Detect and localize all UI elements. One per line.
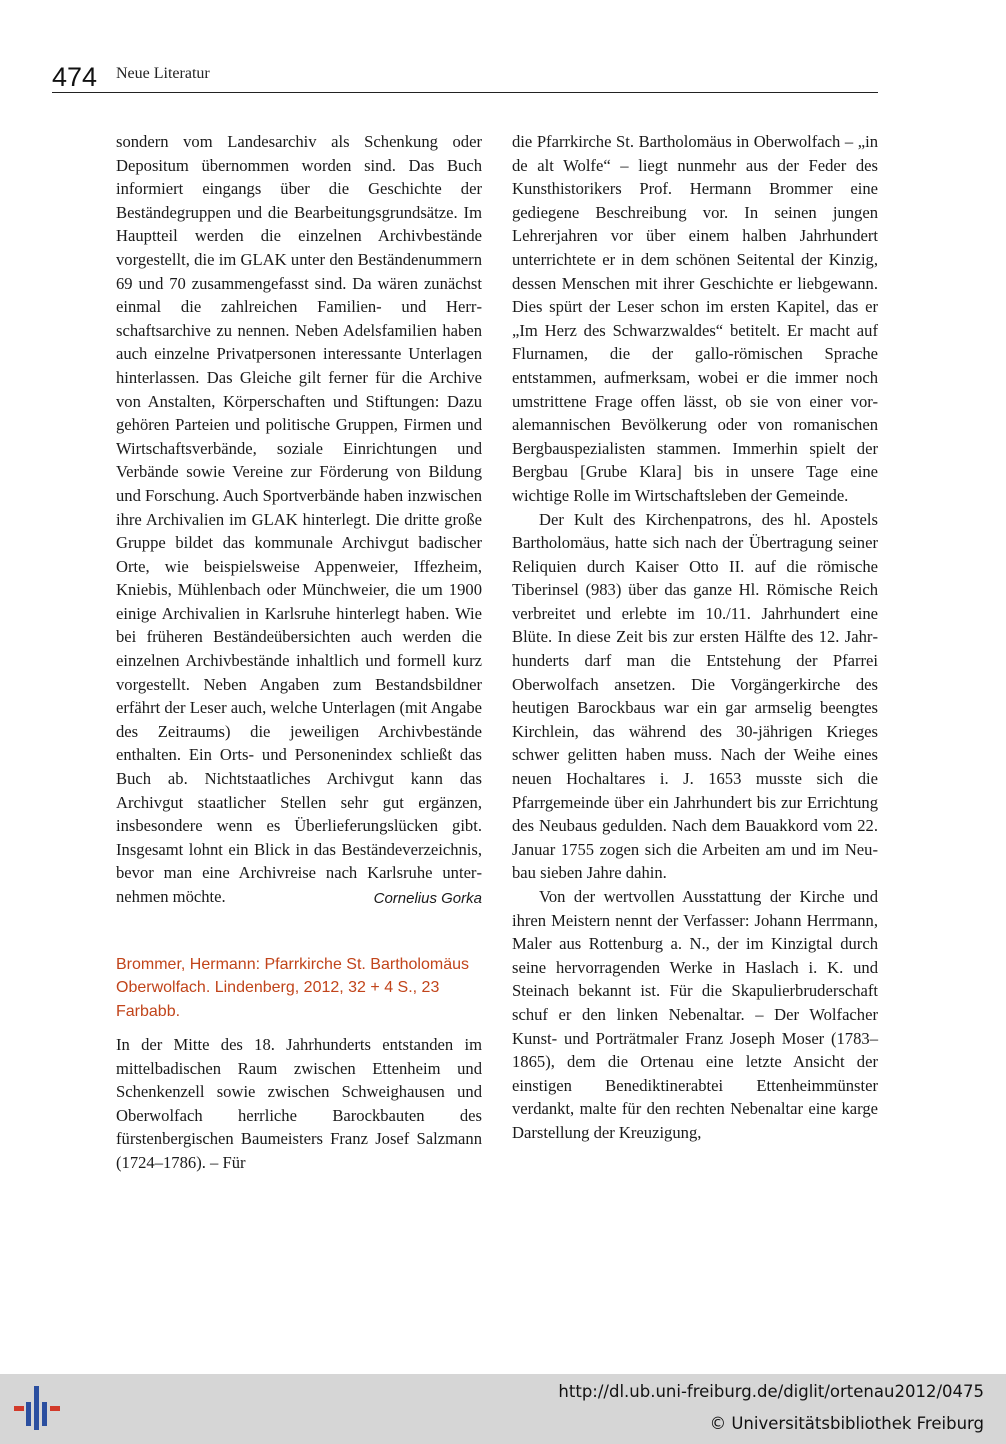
page-header <box>52 60 878 93</box>
body-paragraph <box>116 130 482 909</box>
body-paragraph: In der Mitte des 18. Jahrhunderts entstanden im mittelbadischen Raum zwischen Ettenheim und Schenkenzell sowie zwischen Schweighausen und Oberwolfach herrliche Barockbauten des fürstenbergischen Baumeisters Franz Josef Salzmann (1724–1786). – Für <box>116 1035 482 1173</box>
review-heading: Brommer, Hermann: Pfarrkirche St. Bartholomäus Oberwolfach. Lindenberg, 2012, 32 + 4 S., 23 Farbabb. <box>116 955 470 1020</box>
permalink-url[interactable]: http://dl.ub.uni-freiburg.de/diglit/ortenau2012/0475 <box>558 1382 984 1401</box>
ub-freiburg-logo-icon <box>12 1384 64 1432</box>
body-paragraph: die Pfarrkirche St. Bartholomäus in Oberwolfach – „in de alt Wolfe“ – liegt nunmehr aus der Feder des Kunsthistorikers Prof. Hermann Brommer eine gediegene Beschreibung vor. In seinen jungen Lehrerjahren vor über einem halben Jahrhundert unterrichtete er in dem schönen Seitental der Kinzig, dessen Menschen mit ihrer Geschichte er liebgewann. Dies spürt der Leser schon im ersten Kapitel, das er „Im Herz des Schwarzwaldes“ betitelt. Er macht auf Flurnamen, die der gallo-römischen Sprache entstammen, aufmerksam, wobei er die immer noch umstrittene Frage offen lässt, ob sie von einer vor-alemannischen Bevölkerung oder von romanischen Bergbauspezialisten stammen. Immerhin spielt der Bergbau [Grube Klara] bis in unsere Tage eine wichtige Rolle im Wirtschaftsleben der Gemeinde. <box>512 132 878 505</box>
copyright-text: © Universitätsbibliothek Freiburg <box>709 1414 984 1433</box>
body-paragraph: Der Kult des Kirchenpatrons, des hl. Apostels Bartholomäus, hatte sich nach der Übertragung seiner Reliquien durch Kaiser Otto II. auf die römische Tiberinsel (983) über das ganze Hl. Römische Reich verbreitet und erlebte im 10./11. Jahrhundert eine Blüte. In diese Zeit bis zur ersten Hälfte des 12. Jahrhunderts darf man die Entstehung der Pfarrei Oberwolfach ansetzen. Die Vorgängerkirche des heutigen Barockbaus war ein gar armselig beengtes Kirchlein, das während des 30-jährigen Krieges schwer gelitten haben muss. Nach der Weihe eines neuen Hochaltares i. J. 1653 musste sich die Pfarrgemeinde über ein Jahrhundert bis zur Errichtung des Neubaus gedulden. Nach dem Bauakkord vom 22. Januar 1755 zogen sich die Arbeiten am und im Neubau sieben Jahre dahin. <box>512 509 878 883</box>
right-column <box>512 130 878 1145</box>
body-paragraph: Von der wertvollen Ausstattung der Kirche und ihren Meistern nennt der Verfasser: Johann Herrmann, Maler aus Rottenburg a. N., der im Kinzigtal durch seine hervorragenden Werke in Haslach i. K. und Steinach bekannt ist. Für die Skapulierbruderschaft schuf er den linken Nebenaltar. – Der Wolfacher Kunst- und Porträtmaler Franz Joseph Moser (1783–1865), dem die Ortenau eine letzte Ansicht der einstigen Benediktinerabtei Ettenheimmünster verdankt, malte für den rechten Nebenaltar eine karge Darstellung der Kreuzigung, <box>512 887 878 1142</box>
left-column <box>116 130 482 1175</box>
paragraph-text: sondern vom Landesarchiv als Schenkung oder Depositum übernommen worden sind. Das Buch informiert eingangs über die Geschichte der Beständegruppen und die Bearbeitungsgrundsätze. Im Hauptteil werden die einzelnen Archivbestände vorgestellt, die im GLAK unter den Beständenummern 69 und 70 zusammengefasst sind. Da wären zunächst einmal die zahlreichen Familien- und Herrschaftsarchive zu nennen. Neben Adelsfamilien haben auch einzelne Privatpersonen interessante Unterlagen hinterlassen. Das Gleiche gilt ferner für die Archive von Anstalten, Körperschaften und Stiftungen: Dazu gehören Parteien und politische Gruppen, Firmen und Wirtschaftsverbände, soziale Einrichtungen und Verbände sowie Vereine zur Förderung von Bildung und Forschung. Auch Sportverbände haben inzwischen ihre Archivalien im GLAK hinterlegt. Die dritte große Gruppe bildet das kommunale Archivgut badischer Orte, wie beispielsweise Appenweier, Iffezheim, Kniebis, Mühlenbach oder Münchweier, die um 1900 einige Archivalien in Karlsruhe hinterlegt haben. Wie bei früheren Beständeübersichten auch werden die einzelnen Archivbestände inhaltlich und formell kurz vorgestellt. Neben Angaben zum Bestandsbildner erfährt der Leser auch, welche Unterlagen (mit Angabe des Zeitraums) die jeweiligen Archivbestände enthalten. Ein Orts- und Personenindex schließt das Buch ab. Nichtstaatliches Archivgut kann das Archivgut staatlicher Stellen sehr gut ergänzen, insbesondere wenn es Überlieferungslücken gibt. Insgesamt lohnt ein Blick in das Beständeverzeichnis, bevor man eine Archivreise nach Karlsruhe unternehmen möchte. <box>116 132 482 906</box>
running-title: Neue Literatur <box>116 65 210 82</box>
footer-bar <box>0 1374 1006 1444</box>
author-signature: Cornelius Gorka <box>373 890 482 907</box>
page-number: 474 <box>52 62 98 92</box>
